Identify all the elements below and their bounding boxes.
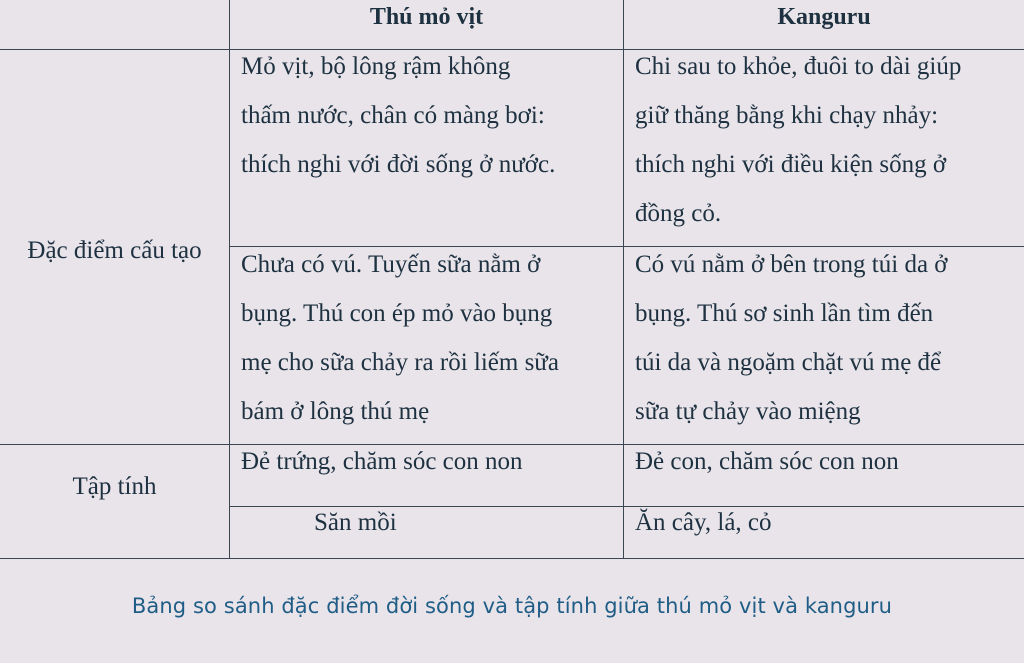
kangaroo-behavior-2: Ăn cây, lá, cỏ <box>635 509 772 536</box>
table-rule <box>0 558 1024 559</box>
row-label-structure: Đặc điểm cấu tạo <box>27 237 202 264</box>
platypus-structure-1: Mỏ vịt, bộ lông rậm không thấm nước, chân có màng bơi: thích nghi với đời sống ở nước. <box>241 53 556 178</box>
table-caption: Bảng so sánh đặc điểm đời sống và tập tính giữa thú mỏ vịt và kanguru <box>131 594 893 618</box>
kangaroo-structure-1: Chi sau to khỏe, đuôi to dài giúp giữ thăng bằng khi chạy nhảy: thích nghi với điều kiện sống ở đồng cỏ. <box>635 53 962 227</box>
header-cell-empty <box>0 0 229 49</box>
table-rule <box>623 0 624 559</box>
header-kangaroo: Kanguru <box>777 4 871 30</box>
platypus-structure-2: Chưa có vú. Tuyến sữa nằm ở bụng. Thú con ép mỏ vào bụng mẹ cho sữa chảy ra rồi liếm sữa bám ở lông thú mẹ <box>241 251 559 425</box>
row-label-behavior: Tập tính <box>72 473 157 500</box>
platypus-behavior-1: Đẻ trứng, chăm sóc con non <box>241 448 523 475</box>
table-rule <box>229 0 230 559</box>
kangaroo-structure-2: Có vú nằm ở bên trong túi da ở bụng. Thú sơ sinh lần tìm đến túi da và ngoặm chặt vú mẹ để sữa tự chảy vào miệng <box>635 251 948 425</box>
platypus-behavior-2: Săn mồi <box>314 509 397 536</box>
kangaroo-behavior-1: Đẻ con, chăm sóc con non <box>635 448 899 475</box>
header-platypus: Thú mỏ vịt <box>369 4 484 30</box>
